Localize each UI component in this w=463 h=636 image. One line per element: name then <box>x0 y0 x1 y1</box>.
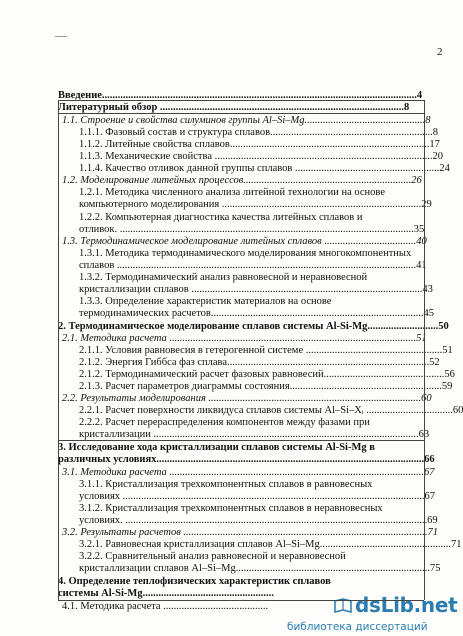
toc-entry: 2.1.2. Термодинамический расчет фазовых равновесий..............................................56 <box>79 369 455 380</box>
toc-entry: 1.1.3. Механические свойства ...................................................................................20 <box>79 151 443 162</box>
toc-entry: 1.3.2. Термодинамический анализ равновесной и неравновесной <box>79 272 368 283</box>
toc-entry: 2.2.2. Расчет перераспределения компонентов между фазами при <box>79 417 370 428</box>
toc-entry: кристаллизации .....................................................................................................63 <box>79 429 430 440</box>
toc-entry: кристаллизации сплавов ........................................................................................43 <box>79 284 433 295</box>
toc-entry: 1.1.1. Фазовый состав и структура сплавов..............................................................8 <box>79 127 439 138</box>
toc-entry: Литературный обзор .............................................................................................8 <box>58 102 410 113</box>
toc-entry: отливок. ................................................................................................................35 <box>79 224 425 235</box>
toc-entry: 3.2. Результаты расчетов .............................................................................................71 <box>62 527 439 538</box>
toc-entry: 3. Исследование хода кристаллизации сплавов системы Al-Si-Mg в <box>58 442 375 453</box>
toc-entry: 3.1.1. Кристаллизация трехкомпонентных сплавов в равновесных <box>79 479 373 490</box>
top-mark <box>55 36 67 37</box>
toc-entry: 1.3.3. Определение характеристик материалов на основе <box>79 296 332 307</box>
toc-entry: 1.2. Моделирование литейных процессов................................................................26 <box>62 175 422 186</box>
watermark-subtitle: библиотека диссертаций <box>287 621 428 633</box>
toc-entry: термодинамических расчетов.................................................................................45 <box>79 308 434 319</box>
toc-entry: 2.1.2. Энергия Гиббса фаз сплава.............................................................................52 <box>79 357 440 368</box>
toc-entry: 2.2.1. Расчет поверхности ликвидуса сплавов системы Al–Si–Xᵢ .................................60 <box>79 405 463 416</box>
toc-entry: системы Al-Si-Mg.................................................. <box>58 588 274 599</box>
toc-entry: 1.2.1. Методика численного анализа литейной технологии на основе <box>79 187 385 198</box>
toc-entry: 3.1. Методика расчета .................................................................................................67 <box>62 467 435 478</box>
toc-entry: Введение........................................................................................................................4 <box>58 90 423 101</box>
table-rule <box>58 113 424 114</box>
toc-entry: 1.2.2. Компьютерная диагностика качества литейных сплавов и <box>79 212 363 223</box>
toc-entry: 1.3. Термодинамическое моделирование литейных сплавов ...................................40 <box>62 236 427 247</box>
toc-entry: условиях. ...................................................................................................................69 <box>79 515 438 526</box>
toc-entry: 2.1.1. Условия равновесия в гетерогенной системе ....................................................51 <box>79 345 453 356</box>
toc-entry: 4. Определение теплофизических характеристик сплавов <box>58 576 331 587</box>
table-rule <box>58 100 59 600</box>
table-rule <box>424 100 425 600</box>
toc-entry: компьютерного моделирования ............................................................................29 <box>79 199 432 210</box>
table-rule <box>58 100 424 101</box>
toc-entry: 2.1. Методика расчета ..............................................................................................51 <box>62 333 427 344</box>
toc-entry: кристаллизации сплавов Al–Si–Mg..........................................................................75 <box>79 563 441 574</box>
table-rule <box>58 600 424 601</box>
toc-entry: 2.2. Результаты моделирования .................................................................................60 <box>62 393 432 404</box>
watermark-logo: dsLib.net <box>355 593 458 617</box>
toc-entry: сплавов ..................................................................................................................41 <box>79 260 427 271</box>
toc-entry: условиях ...................................................................................................................67 <box>79 491 436 502</box>
toc-entry: 3.2.2. Сравнительный анализ равновесной и неравновесной <box>79 551 346 562</box>
toc-entry: 1.3.1. Методика термодинамического моделирования многокомпонентных <box>79 248 412 259</box>
toc-entry: 2. Термодинамическое моделирование сплавов системы Al-Si-Mg...........................50 <box>58 321 449 332</box>
toc-entry: 1.1. Строение и свойства силуминов группы Al–Si–Mg..............................................8 <box>62 115 431 126</box>
toc-entry: 3.1.2. Кристаллизация трехкомпонентных сплавов в неравновесных <box>79 503 383 514</box>
toc-entry: 1.1.4. Качество отливок данной группы сплавов .......................................................24 <box>79 163 450 174</box>
toc-entry: 2.1.3. Расчет параметров диаграммы состояния..........................................................59 <box>79 381 453 392</box>
toc-entry: различных условиях......................................................................................................66 <box>58 454 435 465</box>
toc-entry: 4.1. Методика расчета ........................................ <box>62 601 269 612</box>
toc-entry: 3.2.1. Равновесная кристаллизация сплавов Al–Si–Mg..................................................71 <box>79 539 462 550</box>
page-number: 2 <box>437 46 443 58</box>
table-rule <box>58 440 424 441</box>
toc-entry: 1.1.2. Литейные свойства сплавов............................................................................17 <box>79 139 440 150</box>
